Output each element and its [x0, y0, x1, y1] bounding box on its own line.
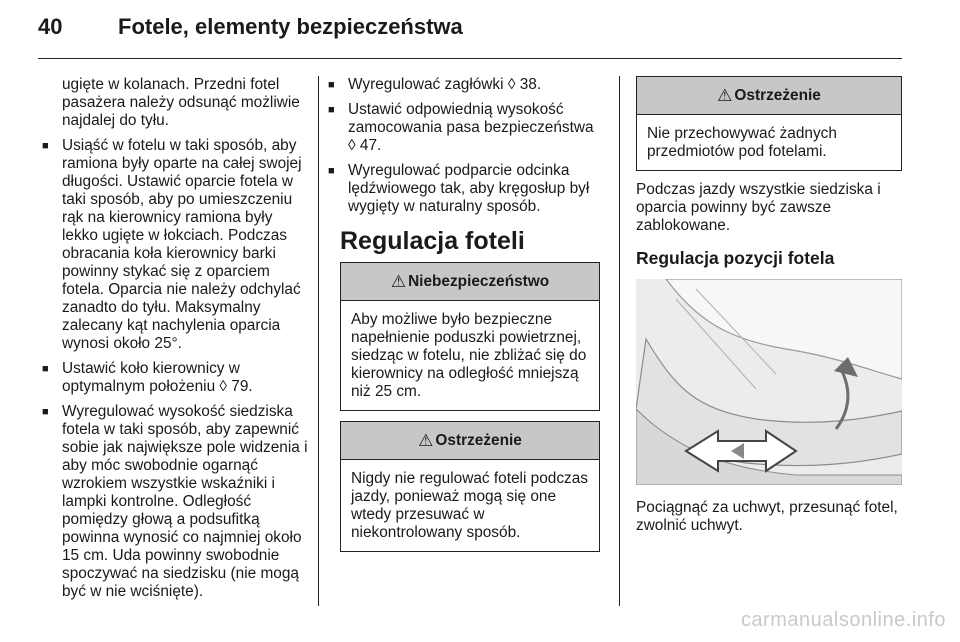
warning-box	[636, 76, 902, 171]
column-3	[636, 76, 906, 543]
list-item: ■ Wyregulować zagłówki ◊ 38.	[326, 76, 604, 94]
warning-triangle-icon: ⚠	[418, 430, 434, 450]
danger-box-header	[341, 263, 599, 301]
warning-title: Ostrzeżenie	[435, 431, 522, 449]
subsection-heading: Regulacja pozycji fotela	[636, 248, 835, 268]
figure-caption: Pociągnąć za uchwyt, przesunąć fotel, zwolnić uchwyt.	[636, 499, 898, 534]
list-item: ■ Wyregulować wysokość siedziska fotela w taki sposób, aby zapewnić sobie jak największe pole widzenia i aby móc swobodnie ogarnąć wzrokiem wszystkie wskaźniki i lampki kontrolne. Odległość pomiędzy głową a podsufitką powinna wynosić co najmniej około 15 cm. Uda powinny swobodnie spoczywać na siedzisku (nie mogą być w nie wciśnięte).	[40, 403, 310, 601]
lead-paragraph: ugięte w kolanach. Przedni fotel pasażera należy odsunąć możliwie najdalej do tyłu.	[62, 76, 300, 129]
warning-triangle-icon: ⚠	[717, 85, 733, 105]
warning-box-header	[341, 422, 599, 460]
warning-title: Ostrzeżenie	[734, 86, 821, 104]
list-item: ■ Ustawić koło kierownicy w optymalnym położeniu ◊ 79.	[40, 360, 310, 396]
danger-text: Aby możliwe było bezpieczne napełnienie poduszki powietrznej, siedząc w fotelu, nie zbliżać się do kierownicy na odległość mniejszą niż 25 cm.	[351, 311, 587, 400]
list-item: ■ Usiąść w fotelu w taki sposób, aby ramiona były oparte na całej swojej długości. Ustawić oparcie fotela w taki sposób, aby po umieszczeniu rąk na kierownicy ramiona były lekko ugięte w łokciach. Podczas obracania koła kierownicy barki powinny stykać się z oparciem fotela. Oparcia nie należy odchylać zanadto do tyłu. Maksymalny zalecany kąt nachylenia oparcia wynosi około 25°.	[40, 137, 310, 353]
page-number: 40	[38, 14, 63, 39]
danger-box	[340, 262, 600, 411]
warning-triangle-icon: ⚠	[390, 271, 407, 291]
column-2	[326, 76, 604, 562]
warning-text: Nie przechowywać żadnych przedmiotów pod fotelami.	[647, 125, 837, 160]
seat-adjustment-illustration	[636, 279, 902, 485]
page-title: Fotele, elementy bezpieczeństwa	[118, 14, 463, 39]
danger-title: Niebezpieczeństwo	[408, 272, 550, 290]
column-1	[40, 76, 310, 608]
warning-text: Nigdy nie regulować foteli podczas jazdy, ponieważ mogą się one wtedy przesuwać w niekontrolowany sposób.	[351, 470, 588, 541]
header-rule	[38, 58, 902, 59]
list-item: ■ Ustawić odpowiednią wysokość zamocowania pasa bezpieczeństwa ◊ 47.	[326, 101, 604, 155]
body-paragraph: Podczas jazdy wszystkie siedziska i oparcia powinny być zawsze zablokowane.	[636, 181, 881, 234]
warning-box-header	[637, 77, 901, 115]
instruction-list	[40, 137, 310, 601]
instruction-list	[326, 76, 604, 216]
section-heading: Regulacja foteli	[340, 227, 525, 255]
page-header	[0, 0, 960, 62]
list-item: ■ Wyregulować podparcie odcinka lędźwiowego tak, aby kręgosłup był wygięty w naturalny sposób.	[326, 162, 604, 216]
seat-illustration-svg	[636, 279, 902, 485]
column-divider-right	[619, 76, 620, 606]
column-divider-left	[318, 76, 319, 606]
watermark-text: carmanualsonline.info	[740, 609, 946, 631]
warning-box	[340, 421, 600, 552]
